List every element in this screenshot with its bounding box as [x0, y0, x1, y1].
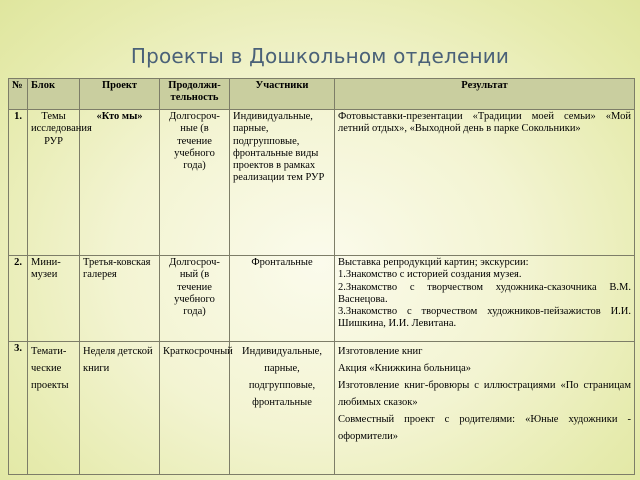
row-project: «Кто мы»	[80, 110, 160, 256]
result-line: 1.Знакомство с историей создания музея.	[338, 269, 522, 281]
table-row	[9, 342, 635, 475]
row-block: Мини-музеи	[28, 256, 80, 342]
slide-title: Проекты в Дошкольном отделении	[130, 44, 510, 68]
row-participants: Индивидуальные, парные, подгрупповые, фронтальные виды проектов в рамках реализации тем РУР	[230, 110, 335, 256]
result-line: Изготовление книг-бровюры с иллюстрациями «По страницам любимых сказок»	[338, 380, 631, 408]
table-row	[9, 110, 635, 256]
header-project: Проект	[80, 79, 160, 110]
table-row	[9, 256, 635, 342]
row-block: Темы исследования РУР	[28, 110, 80, 256]
header-block: Блок	[28, 79, 80, 110]
result-line: Фотовыставки-презентации «Традиции моей семьи» «Мой летний отдых», «Выходной день в парке Сокольники»	[338, 111, 631, 135]
header-duration: Продолжи-тельность	[160, 79, 230, 110]
table-header-row	[9, 79, 635, 110]
result-line: Акция «Книжкина больница»	[338, 363, 471, 374]
row-duration: Долгосроч-ный (в течение учебного года)	[160, 256, 230, 342]
row-block: Темати-ческие проекты	[28, 342, 80, 475]
projects-table	[8, 78, 635, 475]
header-num: №	[9, 79, 28, 110]
header-result: Результат	[335, 79, 635, 110]
row-result	[335, 256, 635, 342]
row-duration: Краткосрочный	[160, 342, 230, 475]
row-result	[335, 110, 635, 256]
result-line: 3.Знакомство с творчеством художников-пейзажистов И.И. Шишкина, И.И. Левитана.	[338, 306, 631, 330]
row-participants: Фронтальные	[230, 256, 335, 342]
header-participants: Участники	[230, 79, 335, 110]
row-result	[335, 342, 635, 475]
row-num: 1.	[9, 110, 28, 256]
result-line: Изготовление книг	[338, 346, 423, 357]
result-line: Совместный проект с родителями: «Юные художники - оформители»	[338, 414, 631, 442]
row-project: Третья-ковская галерея	[80, 256, 160, 342]
row-duration: Долгосроч-ные (в течение учебного года)	[160, 110, 230, 256]
row-project: Неделя детской книги	[80, 342, 160, 475]
row-num: 3.	[9, 342, 28, 475]
row-participants: Индивидуальные, парные, подгрупповые, фронтальные	[230, 342, 335, 475]
result-line: 2.Знакомство с творчеством художника-сказочника В.М. Васнецова.	[338, 281, 631, 305]
result-line: Выставка репродукций картин; экскурсии:	[338, 257, 529, 268]
row-num: 2.	[9, 256, 28, 342]
